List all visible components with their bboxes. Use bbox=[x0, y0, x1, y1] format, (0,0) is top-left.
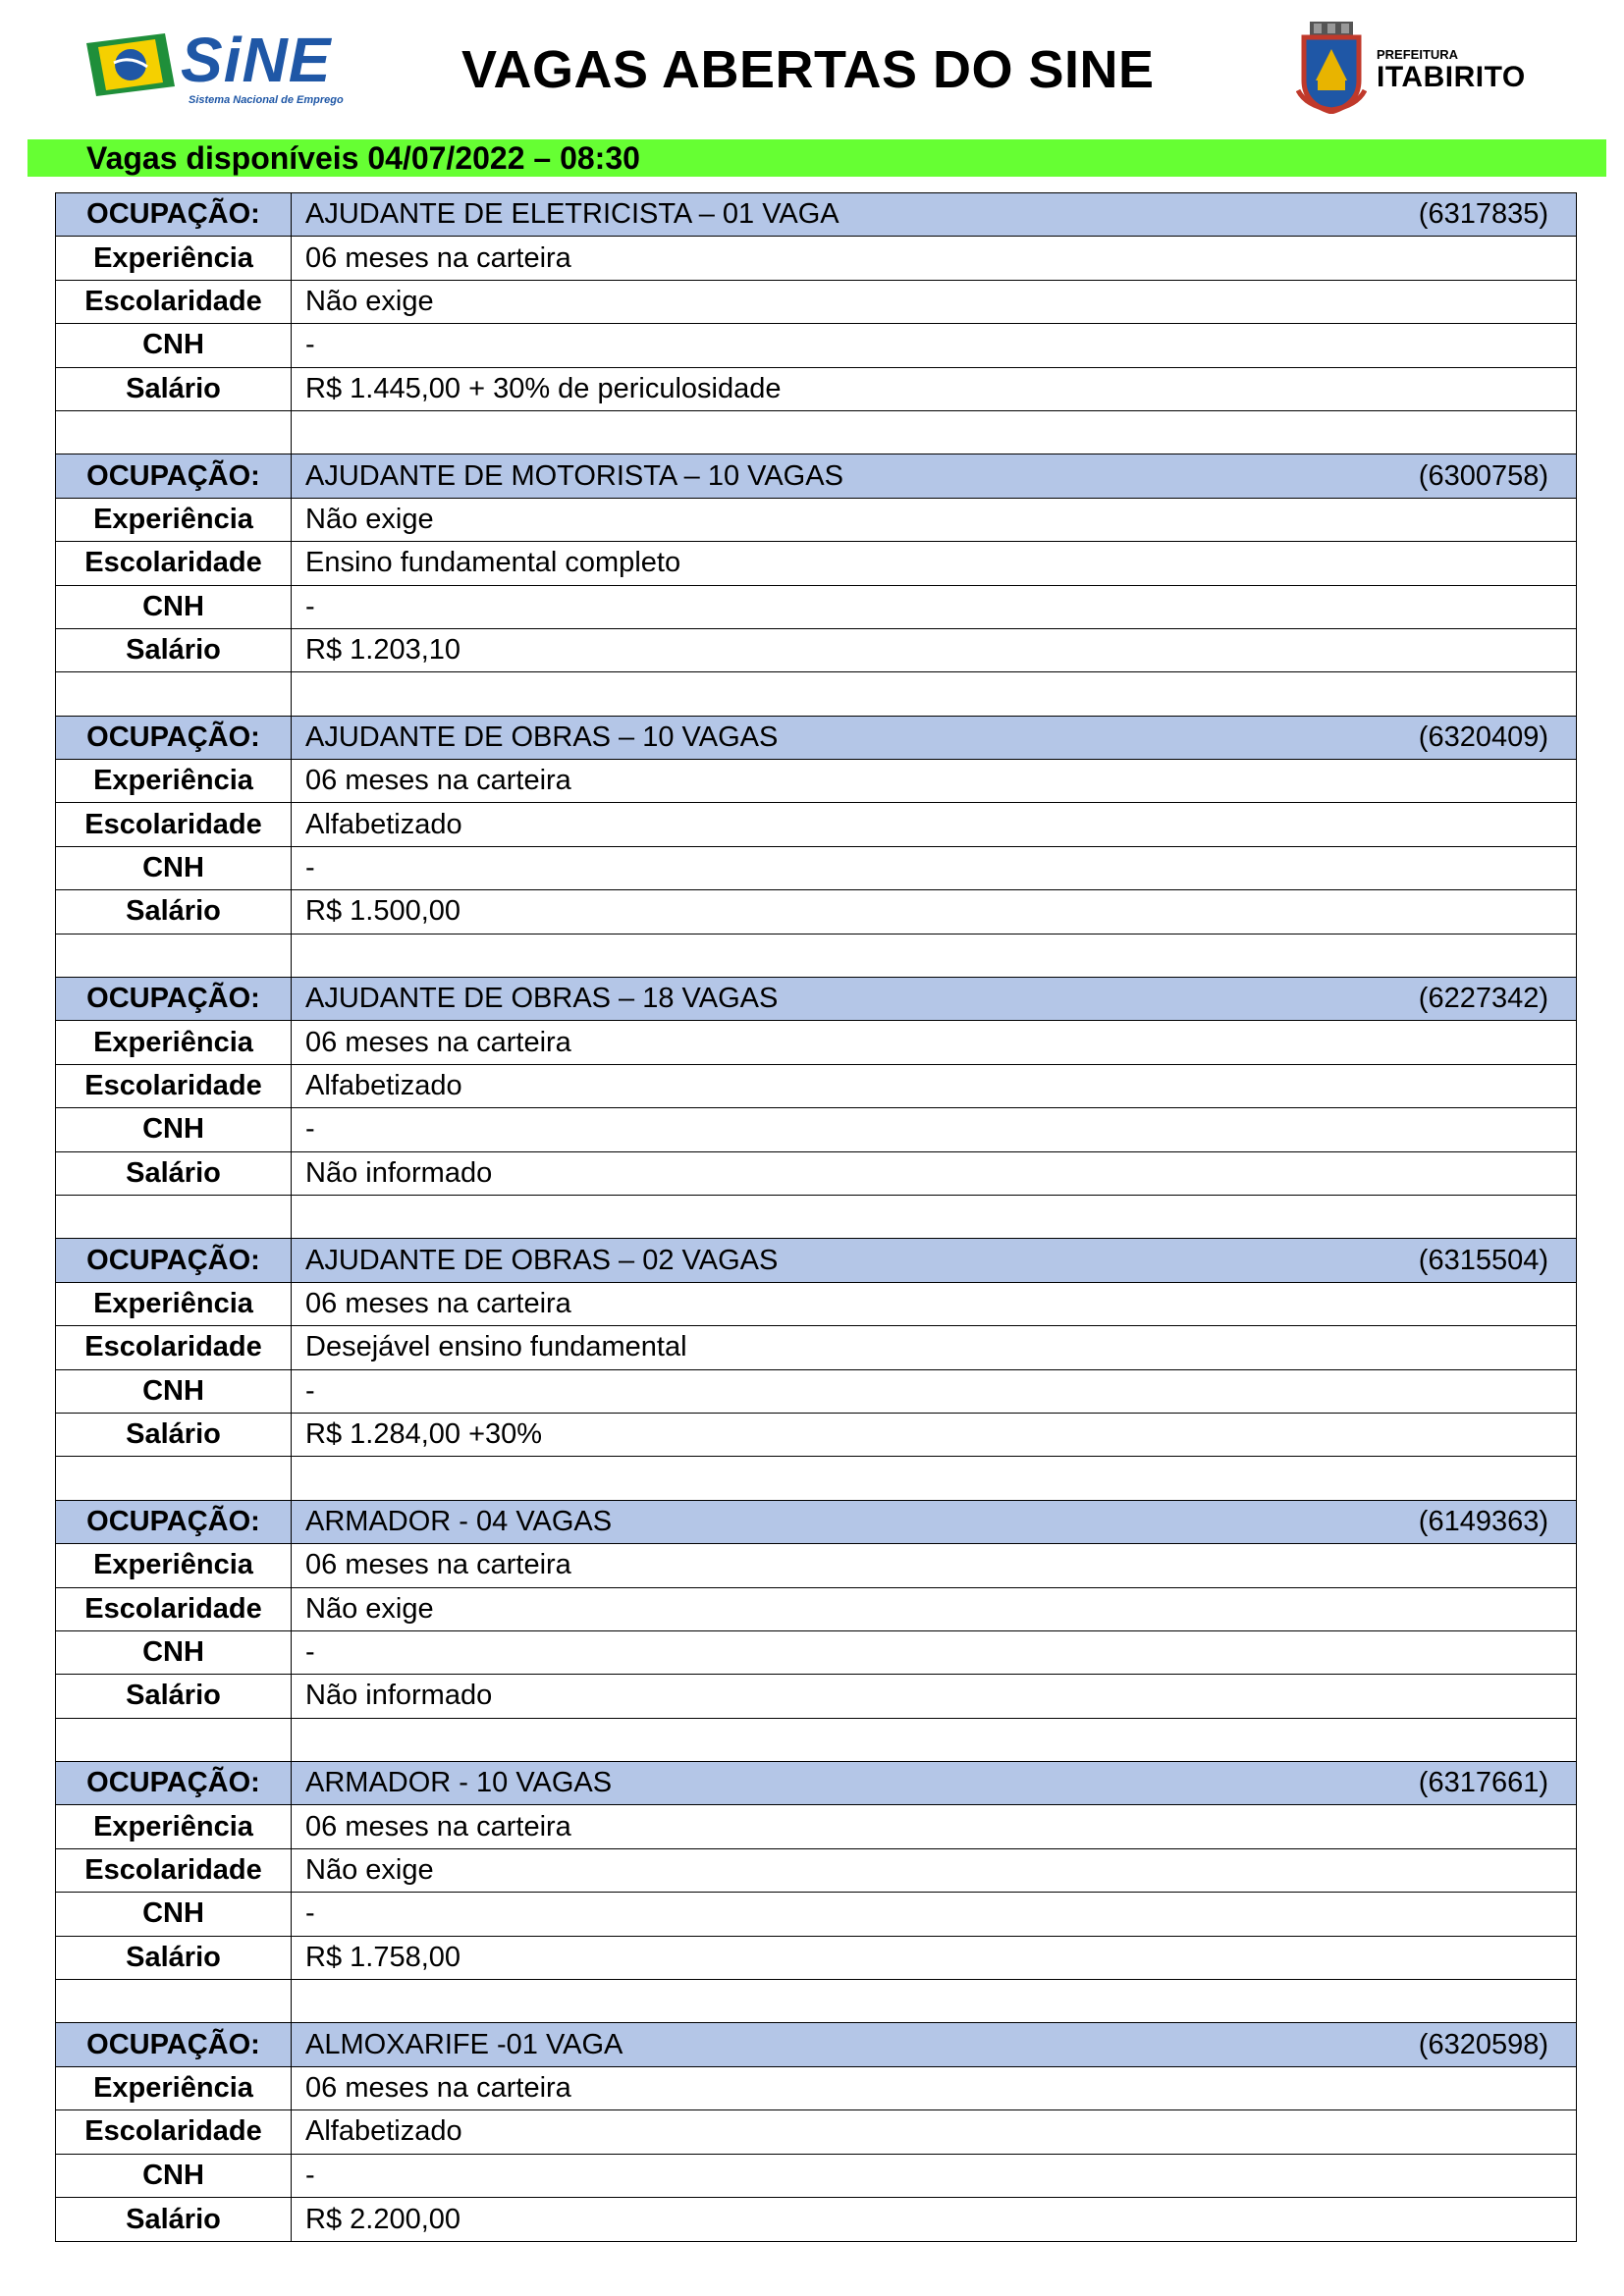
experiencia-label: Experiência bbox=[56, 1805, 292, 1847]
spacer-cell bbox=[56, 934, 292, 977]
job-code: (6227342) bbox=[1418, 983, 1548, 1015]
job-occupation-row bbox=[56, 1501, 1576, 1544]
job-spacer-row bbox=[56, 1719, 1576, 1762]
job-cnh-row bbox=[56, 324, 1576, 367]
occupation-label: OCUPAÇÃO: bbox=[56, 717, 292, 759]
job-occupation-row bbox=[56, 717, 1576, 760]
job-cnh-row bbox=[56, 847, 1576, 890]
occupation-title: ARMADOR - 04 VAGAS bbox=[305, 1505, 613, 1537]
job-cnh-row bbox=[56, 586, 1576, 629]
salario-value: R$ 2.200,00 bbox=[305, 2203, 461, 2235]
occupation-title: AJUDANTE DE OBRAS – 10 VAGAS bbox=[305, 721, 779, 753]
salario-value: Não informado bbox=[305, 1680, 493, 1712]
job-experiencia-row bbox=[56, 237, 1576, 280]
spacer-cell bbox=[56, 411, 292, 454]
salario-value: R$ 1.203,10 bbox=[305, 634, 461, 667]
job-escolaridade-row bbox=[56, 2110, 1576, 2154]
cnh-label: CNH bbox=[56, 586, 292, 628]
experiencia-label: Experiência bbox=[56, 237, 292, 279]
experiencia-label: Experiência bbox=[56, 1283, 292, 1325]
spacer-cell bbox=[56, 1457, 292, 1499]
occupation-title: ALMOXARIFE -01 VAGA bbox=[305, 2028, 623, 2060]
job-experiencia-row bbox=[56, 760, 1576, 803]
job-occupation-row bbox=[56, 978, 1576, 1021]
occupation-title: AJUDANTE DE MOTORISTA – 10 VAGAS bbox=[305, 459, 843, 492]
job-code: (6149363) bbox=[1418, 1505, 1548, 1537]
salario-label: Salário bbox=[56, 368, 292, 410]
occupation-cell bbox=[292, 1239, 1576, 1281]
salario-value: R$ 1.758,00 bbox=[305, 1941, 461, 1973]
page-header bbox=[0, 0, 1624, 137]
spacer-cell bbox=[292, 411, 1576, 454]
escolaridade-value: Não exige bbox=[305, 1592, 434, 1625]
spacer-cell bbox=[56, 1719, 292, 1761]
job-salario-row bbox=[56, 2198, 1576, 2241]
job-code: (6320409) bbox=[1418, 721, 1548, 753]
job-spacer-row bbox=[56, 1196, 1576, 1239]
occupation-title: AJUDANTE DE ELETRICISTA – 01 VAGA bbox=[305, 198, 839, 231]
spacer-cell bbox=[56, 672, 292, 715]
experiencia-value: 06 meses na carteira bbox=[305, 1287, 571, 1319]
job-escolaridade-row bbox=[56, 281, 1576, 324]
job-occupation-row bbox=[56, 2023, 1576, 2066]
occupation-cell bbox=[292, 454, 1576, 497]
salario-value: R$ 1.284,00 +30% bbox=[305, 1418, 543, 1451]
occupation-title: AJUDANTE DE OBRAS – 18 VAGAS bbox=[305, 983, 779, 1015]
job-code: (6317661) bbox=[1418, 1767, 1548, 1799]
occupation-label: OCUPAÇÃO: bbox=[56, 454, 292, 497]
escolaridade-label: Escolaridade bbox=[56, 803, 292, 845]
job-spacer-row bbox=[56, 1980, 1576, 2023]
escolaridade-label: Escolaridade bbox=[56, 542, 292, 584]
occupation-cell bbox=[292, 978, 1576, 1020]
sine-logo-subtitle: Sistema Nacional de Emprego bbox=[189, 94, 344, 106]
job-salario-row bbox=[56, 890, 1576, 934]
job-experiencia-row bbox=[56, 1544, 1576, 1587]
experiencia-value: 06 meses na carteira bbox=[305, 2071, 571, 2104]
experiencia-label: Experiência bbox=[56, 1021, 292, 1063]
experiencia-label: Experiência bbox=[56, 760, 292, 802]
salario-label: Salário bbox=[56, 2198, 292, 2241]
job-spacer-row bbox=[56, 934, 1576, 978]
prefeitura-label: PREFEITURA bbox=[1377, 47, 1459, 62]
brazil-flag-icon bbox=[86, 33, 175, 96]
cnh-label: CNH bbox=[56, 1108, 292, 1150]
cnh-label: CNH bbox=[56, 847, 292, 889]
occupation-cell bbox=[292, 193, 1576, 236]
cnh-value: - bbox=[305, 1897, 315, 1930]
job-experiencia-row bbox=[56, 499, 1576, 542]
job-code: (6300758) bbox=[1418, 459, 1548, 492]
occupation-label: OCUPAÇÃO: bbox=[56, 1762, 292, 1804]
prefeitura-logo bbox=[1296, 22, 1532, 116]
cnh-label: CNH bbox=[56, 1893, 292, 1935]
escolaridade-label: Escolaridade bbox=[56, 1065, 292, 1107]
job-escolaridade-row bbox=[56, 542, 1576, 585]
experiencia-value: 06 meses na carteira bbox=[305, 1026, 571, 1058]
escolaridade-value: Desejável ensino fundamental bbox=[305, 1331, 687, 1363]
cnh-value: - bbox=[305, 329, 315, 361]
occupation-label: OCUPAÇÃO: bbox=[56, 193, 292, 236]
cnh-value: - bbox=[305, 1374, 315, 1407]
job-salario-row bbox=[56, 1152, 1576, 1196]
escolaridade-value: Alfabetizado bbox=[305, 808, 462, 840]
job-cnh-row bbox=[56, 1108, 1576, 1151]
occupation-title: ARMADOR - 10 VAGAS bbox=[305, 1767, 613, 1799]
spacer-cell bbox=[292, 934, 1576, 977]
occupation-label: OCUPAÇÃO: bbox=[56, 1501, 292, 1543]
experiencia-value: 06 meses na carteira bbox=[305, 1810, 571, 1842]
escolaridade-value: Não exige bbox=[305, 285, 434, 317]
job-salario-row bbox=[56, 1675, 1576, 1718]
availability-banner-text: Vagas disponíveis 04/07/2022 – 08:30 bbox=[86, 140, 640, 176]
sine-logo bbox=[86, 26, 361, 114]
salario-label: Salário bbox=[56, 1937, 292, 1979]
job-code: (6317835) bbox=[1418, 198, 1548, 231]
city-crest-icon bbox=[1296, 22, 1367, 114]
availability-banner bbox=[27, 139, 1606, 177]
job-experiencia-row bbox=[56, 1021, 1576, 1064]
job-occupation-row bbox=[56, 1239, 1576, 1282]
occupation-label: OCUPAÇÃO: bbox=[56, 1239, 292, 1281]
experiencia-value: Não exige bbox=[305, 503, 434, 535]
job-experiencia-row bbox=[56, 2067, 1576, 2110]
salario-value: R$ 1.445,00 + 30% de periculosidade bbox=[305, 372, 782, 404]
occupation-cell bbox=[292, 2023, 1576, 2065]
escolaridade-label: Escolaridade bbox=[56, 1326, 292, 1368]
experiencia-value: 06 meses na carteira bbox=[305, 241, 571, 274]
escolaridade-value: Alfabetizado bbox=[305, 1070, 462, 1101]
experiencia-value: 06 meses na carteira bbox=[305, 765, 571, 797]
experiencia-label: Experiência bbox=[56, 2067, 292, 2109]
experiencia-label: Experiência bbox=[56, 499, 292, 541]
spacer-cell bbox=[56, 1196, 292, 1238]
spacer-cell bbox=[292, 1196, 1576, 1238]
job-cnh-row bbox=[56, 1370, 1576, 1414]
escolaridade-label: Escolaridade bbox=[56, 281, 292, 323]
experiencia-label: Experiência bbox=[56, 1544, 292, 1586]
job-spacer-row bbox=[56, 1457, 1576, 1500]
spacer-cell bbox=[56, 1980, 292, 2022]
job-escolaridade-row bbox=[56, 1065, 1576, 1108]
salario-value: Não informado bbox=[305, 1156, 493, 1189]
escolaridade-label: Escolaridade bbox=[56, 1588, 292, 1630]
prefeitura-city: ITABIRITO bbox=[1377, 61, 1526, 93]
salario-value: R$ 1.500,00 bbox=[305, 895, 461, 928]
cnh-value: - bbox=[305, 590, 315, 622]
spacer-cell bbox=[292, 1457, 1576, 1499]
cnh-label: CNH bbox=[56, 1631, 292, 1674]
job-salario-row bbox=[56, 629, 1576, 672]
cnh-value: - bbox=[305, 852, 315, 884]
salario-label: Salário bbox=[56, 890, 292, 933]
spacer-cell bbox=[292, 1719, 1576, 1761]
spacer-cell bbox=[292, 1980, 1576, 2022]
experiencia-value: 06 meses na carteira bbox=[305, 1549, 571, 1581]
spacer-cell bbox=[292, 672, 1576, 715]
job-salario-row bbox=[56, 1414, 1576, 1457]
job-escolaridade-row bbox=[56, 803, 1576, 846]
job-cnh-row bbox=[56, 2155, 1576, 2198]
occupation-label: OCUPAÇÃO: bbox=[56, 978, 292, 1020]
sine-logo-text: SiNE bbox=[181, 25, 332, 95]
job-occupation-row bbox=[56, 193, 1576, 237]
page-title: VAGAS ABERTAS DO SINE bbox=[461, 40, 1155, 99]
job-occupation-row bbox=[56, 1762, 1576, 1805]
cnh-label: CNH bbox=[56, 1370, 292, 1413]
occupation-cell bbox=[292, 1762, 1576, 1804]
job-spacer-row bbox=[56, 411, 1576, 454]
cnh-value: - bbox=[305, 2159, 315, 2191]
occupation-cell bbox=[292, 1501, 1576, 1543]
job-cnh-row bbox=[56, 1893, 1576, 1936]
job-code: (6320598) bbox=[1418, 2028, 1548, 2060]
jobs-table bbox=[55, 192, 1577, 2242]
job-code: (6315504) bbox=[1418, 1244, 1548, 1276]
job-cnh-row bbox=[56, 1631, 1576, 1675]
cnh-label: CNH bbox=[56, 2155, 292, 2197]
salario-label: Salário bbox=[56, 1414, 292, 1456]
cnh-label: CNH bbox=[56, 324, 292, 366]
job-salario-row bbox=[56, 368, 1576, 411]
escolaridade-value: Ensino fundamental completo bbox=[305, 547, 681, 579]
job-salario-row bbox=[56, 1937, 1576, 1980]
job-escolaridade-row bbox=[56, 1849, 1576, 1893]
occupation-title: AJUDANTE DE OBRAS – 02 VAGAS bbox=[305, 1244, 779, 1276]
job-escolaridade-row bbox=[56, 1326, 1576, 1369]
salario-label: Salário bbox=[56, 1152, 292, 1195]
job-spacer-row bbox=[56, 672, 1576, 716]
escolaridade-value: Alfabetizado bbox=[305, 2115, 462, 2148]
escolaridade-value: Não exige bbox=[305, 1854, 434, 1887]
escolaridade-label: Escolaridade bbox=[56, 1849, 292, 1892]
salario-label: Salário bbox=[56, 1675, 292, 1717]
occupation-cell bbox=[292, 717, 1576, 759]
salario-label: Salário bbox=[56, 629, 292, 671]
job-experiencia-row bbox=[56, 1283, 1576, 1326]
escolaridade-label: Escolaridade bbox=[56, 2110, 292, 2153]
cnh-value: - bbox=[305, 1636, 315, 1669]
occupation-label: OCUPAÇÃO: bbox=[56, 2023, 292, 2065]
job-occupation-row bbox=[56, 454, 1576, 498]
cnh-value: - bbox=[305, 1113, 315, 1146]
job-experiencia-row bbox=[56, 1805, 1576, 1848]
job-escolaridade-row bbox=[56, 1588, 1576, 1631]
